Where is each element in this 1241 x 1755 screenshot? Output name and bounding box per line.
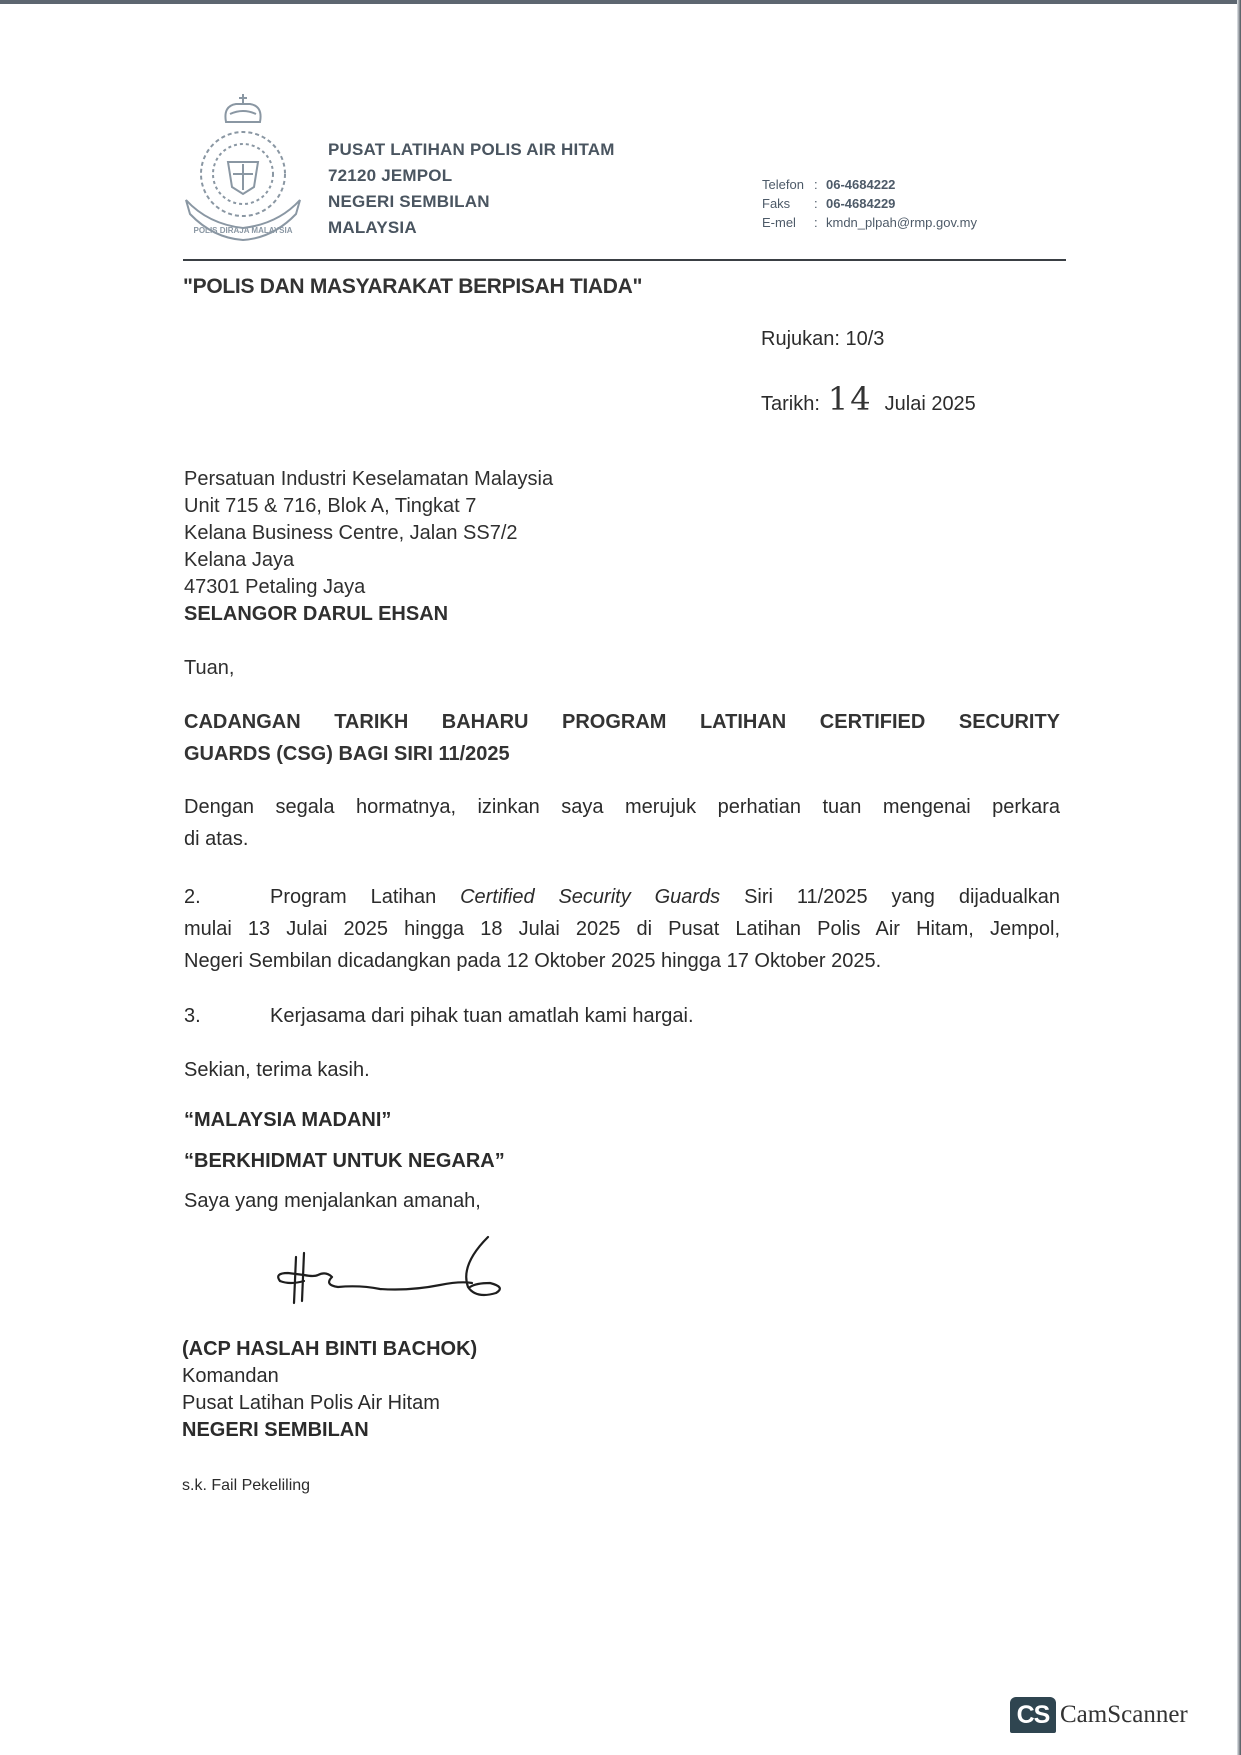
salutation: Tuan, — [184, 657, 235, 679]
paragraph-3 — [184, 1000, 1060, 1032]
paragraph-1 — [184, 791, 1060, 855]
camscanner-logo-icon: CS — [1010, 1697, 1056, 1733]
paragraph-1-line-2: di atas. — [184, 828, 249, 850]
org-state: NEGERI SEMBILAN — [328, 192, 490, 211]
org-postcode-town: 72120 JEMPOL — [328, 166, 453, 185]
closing-line: Sekian, terima kasih. — [184, 1059, 370, 1081]
signatory-state: NEGERI SEMBILAN — [182, 1419, 369, 1441]
camscanner-text: CamScanner — [1060, 1701, 1188, 1728]
paragraph-2-number: 2. — [184, 886, 201, 908]
org-country: MALAYSIA — [328, 218, 417, 237]
organization-address — [328, 137, 615, 241]
carbon-copy-note: s.k. Fail Pekeliling — [182, 1477, 311, 1494]
contact-fax — [762, 194, 977, 213]
slogan-malaysia-madani: “MALAYSIA MADANI” — [184, 1109, 392, 1131]
date-month-year: Julai 2025 — [884, 393, 976, 415]
paragraph-2-line-2: mulai 13 Julai 2025 hingga 18 Julai 2025 di Pusat Latihan Polis Air Hitam, Jempol, — [184, 918, 1060, 940]
trust-line: Saya yang menjalankan amanah, — [184, 1190, 481, 1212]
recipient-address — [184, 466, 553, 628]
paragraph-2 — [184, 881, 1060, 977]
letter-date — [761, 380, 976, 418]
recipient-area: Kelana Jaya — [184, 549, 295, 571]
crest-ribbon-text: POLIS DIRAJA MALAYSIA — [193, 226, 293, 235]
reference-label: Rujukan: — [761, 328, 840, 350]
slogan-berkhidmat: “BERKHIDMAT UNTUK NEGARA” — [184, 1150, 505, 1172]
recipient-street: Kelana Business Centre, Jalan SS7/2 — [184, 522, 518, 544]
phone-label: Telefon — [762, 177, 804, 192]
signatory-title: Komandan — [182, 1365, 279, 1387]
paragraph-3-text: Kerjasama dari pihak tuan amatlah kami hargai. — [270, 1005, 694, 1027]
recipient-state: SELANGOR DARUL EHSAN — [184, 603, 449, 625]
police-crest-logo — [178, 92, 308, 242]
paragraph-2-line-1 — [184, 881, 1060, 913]
contact-phone — [762, 175, 977, 194]
contact-email — [762, 213, 977, 232]
contact-details — [762, 175, 977, 232]
fax-label: Faks — [762, 196, 791, 211]
reference-value: 10/3 — [845, 328, 885, 350]
org-name: PUSAT LATIHAN POLIS AIR HITAM — [328, 140, 615, 159]
email-value: kmdn_plpah@rmp.gov.my — [826, 215, 977, 230]
paragraph-2-pre-italic: Program Latihan — [270, 886, 461, 908]
signatory-name: (ACP HASLAH BINTI BACHOK) — [182, 1338, 478, 1360]
signatory-organization: Pusat Latihan Polis Air Hitam — [182, 1392, 440, 1414]
paragraph-2-post-italic: Siri 11/2025 yang dijadualkan — [720, 886, 1061, 908]
paragraph-2-line-3: Negeri Sembilan dicadangkan pada 12 Oktober 2025 hingga 17 Oktober 2025. — [184, 950, 882, 972]
fax-value: 06-4684229 — [826, 196, 896, 211]
paragraph-2-line-1-text — [270, 881, 1060, 913]
email-label: E-mel — [762, 215, 796, 230]
handwritten-signature — [270, 1235, 520, 1305]
subject-line-2: GUARDS (CSG) BAGI SIRI 11/2025 — [184, 743, 510, 765]
paragraph-1-line-1: Dengan segala hormatnya, izinkan saya merujuk perhatian tuan mengenai perkara — [184, 796, 1060, 818]
date-day-handwritten: 14 — [827, 380, 873, 418]
phone-value: 06-4684222 — [826, 177, 896, 192]
paragraph-2-italic-term: Certified Security Guards — [460, 886, 721, 908]
fax-separator: : — [814, 196, 818, 211]
reference-number — [761, 328, 884, 351]
scan-edge-top — [0, 0, 1241, 4]
recipient-postcode-city: 47301 Petaling Jaya — [184, 576, 366, 598]
paragraph-3-number: 3. — [184, 1005, 201, 1027]
recipient-name: Persatuan Industri Keselamatan Malaysia — [184, 468, 554, 490]
recipient-unit: Unit 715 & 716, Blok A, Tingkat 7 — [184, 495, 477, 517]
camscanner-watermark — [1010, 1697, 1188, 1733]
signatory-block — [182, 1336, 477, 1444]
letterhead-divider — [183, 259, 1066, 261]
email-separator: : — [814, 215, 818, 230]
phone-separator: : — [814, 177, 818, 192]
subject-line-1: CADANGAN TARIKH BAHARU PROGRAM LATIHAN CERTIFIED SECURITY — [184, 711, 1060, 733]
letter-subject — [184, 706, 1060, 770]
police-motto: "POLIS DAN MASYARAKAT BERPISAH TIADA" — [183, 275, 643, 298]
date-label: Tarikh: — [761, 393, 820, 415]
scan-edge-right — [1237, 0, 1241, 1755]
